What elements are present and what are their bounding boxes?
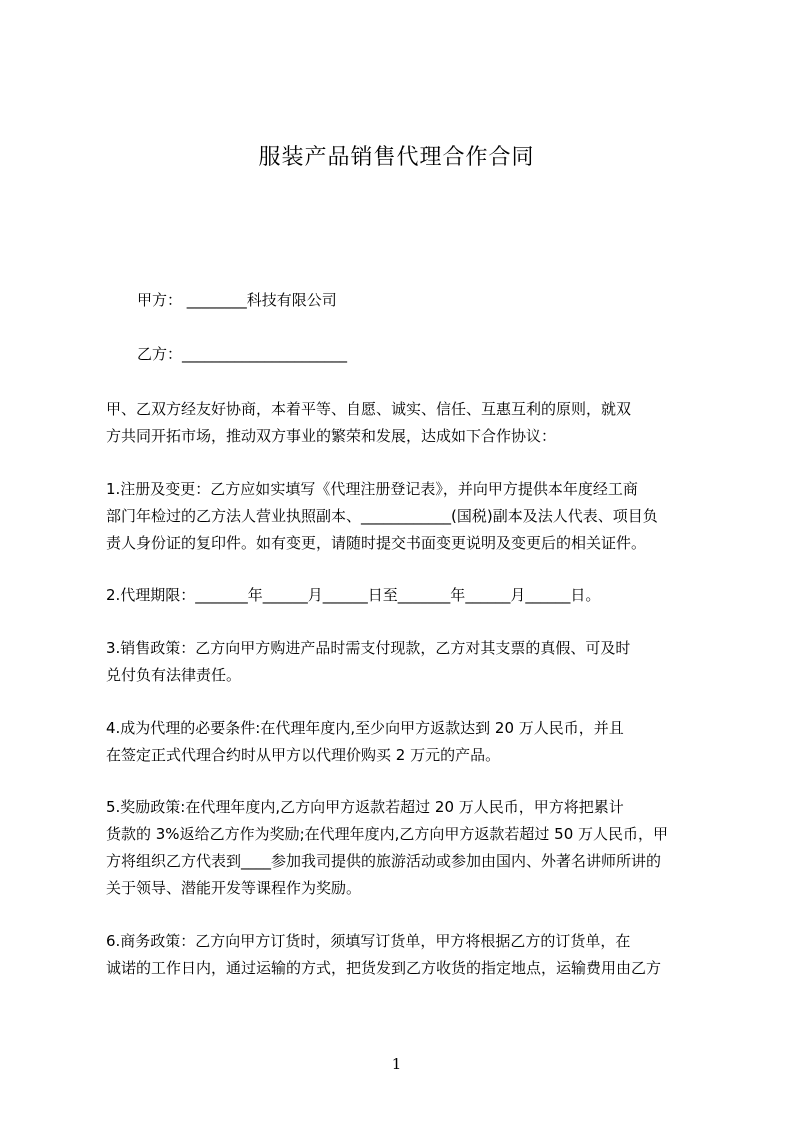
text-line: 货款的 3%返给乙方作为奖励;在代理年度内,乙方向甲方返款若超过 50 万人民币，甲	[106, 825, 669, 843]
intro-paragraph	[106, 396, 631, 450]
party-b-line: 乙方：______________________	[137, 345, 348, 363]
text-line: 6.商务政策：乙方向甲方订货时，须填写订货单，甲方将根据乙方的订货单，在	[106, 932, 631, 950]
text-line: 责人身份证的复印件。如有变更，请随时提交书面变更说明及变更后的相关证件。	[106, 534, 647, 552]
page-number: 1	[391, 1055, 402, 1073]
clause-4-paragraph	[106, 715, 624, 769]
document-title: 服装产品销售代理合作合同	[258, 145, 535, 170]
text-line: 5.奖励政策:在代理年度内,乙方向甲方返款若超过 20 万人民币，甲方将把累计	[106, 798, 624, 816]
party-a-line: 甲方： ________科技有限公司	[137, 291, 337, 309]
text-line: 方将组织乙方代表到____参加我司提供的旅游活动或参加由国内、外著名讲师所讲的	[106, 852, 662, 870]
text-line: 4.成为代理的必要条件:在代理年度内,至少向甲方返款达到 20 万人民币，并且	[106, 719, 624, 737]
clause-6-paragraph	[106, 928, 661, 982]
text-line: 2.代理期限：_______年______月______日至_______年______月______日。	[106, 586, 601, 604]
text-line: 3.销售政策：乙方向甲方购进产品时需支付现款，乙方对其支票的真假、可及时	[106, 639, 631, 657]
clause-2-paragraph	[106, 582, 600, 609]
text-line: 兑付负有法律责任。	[106, 666, 242, 684]
text-line: 关于领导、潜能开发等课程作为奖励。	[106, 879, 362, 897]
text-line: 诚诺的工作日内，通过运输的方式，把货发到乙方收货的指定地点，运输费用由乙方	[106, 959, 662, 977]
text-line: 甲、乙双方经友好协商，本着平等、自愿、诚实、信任、互惠互利的原则，就双	[106, 400, 632, 418]
text-line: 部门年检过的乙方法人营业执照副本、____________(国税)副本及法人代表、项目负	[106, 507, 658, 525]
clause-5-paragraph	[106, 794, 668, 902]
clause-3-paragraph	[106, 635, 630, 689]
text-line: 在签定正式代理合约时从甲方以代理价购买 2 万元的产品。	[106, 746, 501, 764]
text-line: 方共同开拓市场，推动双方事业的繁荣和发展，达成如下合作协议：	[106, 427, 557, 445]
text-line: 1.注册及变更：乙方应如实填写《代理注册登记表》，并向甲方提供本年度经工商	[106, 480, 638, 498]
clause-1-paragraph	[106, 476, 658, 557]
